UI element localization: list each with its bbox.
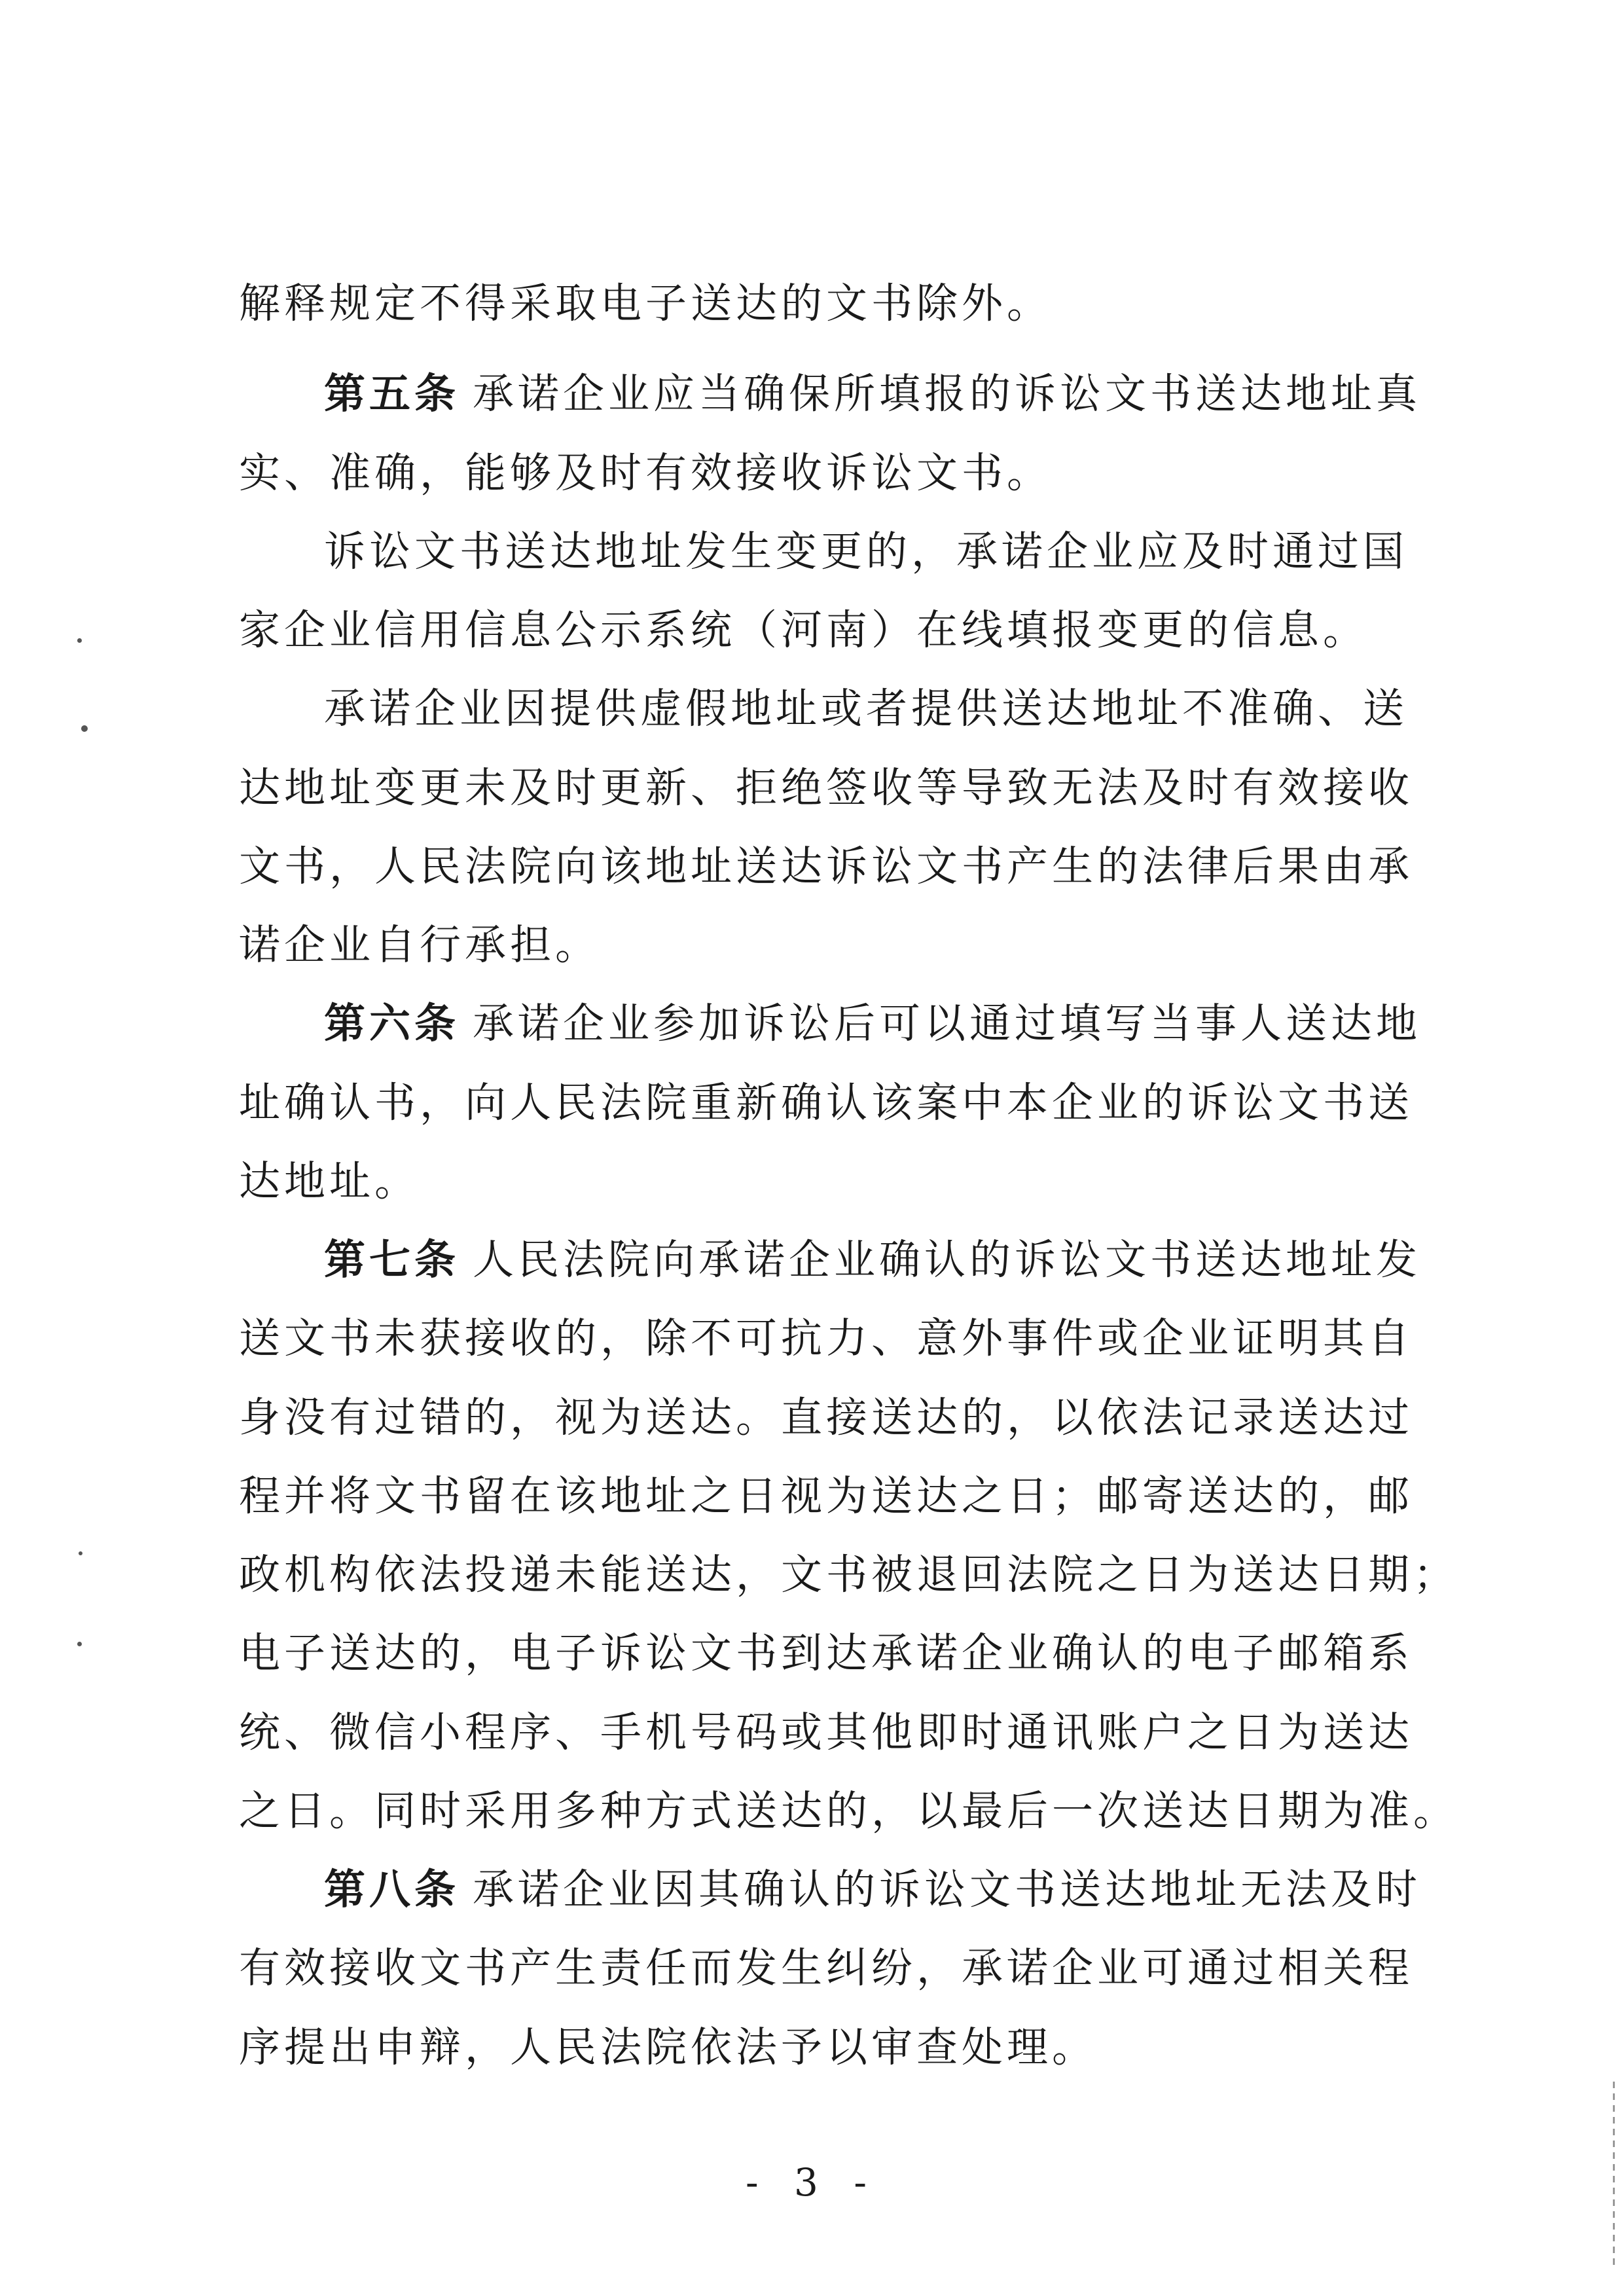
article-title: 第六条 [324,1000,460,1047]
paragraph-line: 送文书未获接收的，除不可抗力、意外事件或企业证明其自 [239,1314,1413,1362]
article-title: 第七条 [324,1236,460,1284]
scan-speck [77,638,82,643]
scan-speck [81,725,88,732]
article-6-line [324,998,1421,1050]
paragraph-line: 家企业信用信息公示系统（河南）在线填报变更的信息。 [239,606,1368,654]
paragraph-line: 诺企业自行承担。 [239,921,600,969]
paragraph-line: 达地址。 [239,1157,420,1205]
paragraph-line: 身没有过错的，视为送达。直接送达的，以依法记录送达过 [239,1394,1413,1441]
paragraph-line: 承诺企业因提供虚假地址或者提供送达地址不准确、送 [324,685,1408,732]
article-8-line [324,1864,1421,1916]
paragraph-line: 之日。同时采用多种方式送达的，以最后一次送达日期为准。 [239,1787,1458,1835]
paragraph-line: 程并将文书留在该地址之日视为送达之日；邮寄送达的，邮 [239,1472,1413,1520]
article-title: 第五条 [324,370,460,418]
paragraph-line: 址确认书，向人民法院重新确认该案中本企业的诉讼文书送 [239,1079,1413,1127]
article-text: 承诺企业参加诉讼后可以通过填写当事人送达地 [473,1000,1421,1047]
article-7-line [324,1234,1421,1286]
paragraph-line: 实、准确，能够及时有效接收诉讼文书。 [239,449,1052,497]
scan-edge-mark [1613,2082,1615,2265]
paragraph-line: 政机构依法投递未能送达，文书被退回法院之日为送达日期； [239,1551,1458,1599]
paragraph-line: 统、微信小程序、手机号码或其他即时通讯账户之日为送达 [239,1708,1413,1756]
article-text: 承诺企业应当确保所填报的诉讼文书送达地址真 [473,370,1421,418]
paragraph-line: 有效接收文书产生责任而发生纠纷，承诺企业可通过相关程 [239,1944,1413,1992]
article-text: 人民法院向承诺企业确认的诉讼文书送达地址发 [473,1236,1421,1284]
paragraph-line: 诉讼文书送达地址发生变更的，承诺企业应及时通过国 [324,528,1408,575]
paragraph-line: 达地址变更未及时更新、拒绝签收等导致无法及时有效接收 [239,764,1413,812]
scan-speck [77,1642,82,1646]
paragraph-line: 序提出申辩，人民法院依法予以审查处理。 [239,2023,1097,2071]
page-number: - 3 - [746,2160,878,2205]
scan-speck [79,1551,82,1555]
paragraph-line: 电子送达的，电子诉讼文书到达承诺企业确认的电子邮箱系 [239,1629,1413,1677]
article-5-line [324,368,1421,420]
paragraph-line: 解释规定不得采取电子送达的文书除外。 [239,280,1052,327]
article-text: 承诺企业因其确认的诉讼文书送达地址无法及时 [473,1866,1421,1913]
paragraph-line: 文书，人民法院向该地址送达诉讼文书产生的法律后果由承 [239,842,1413,890]
article-title: 第八条 [324,1866,460,1913]
